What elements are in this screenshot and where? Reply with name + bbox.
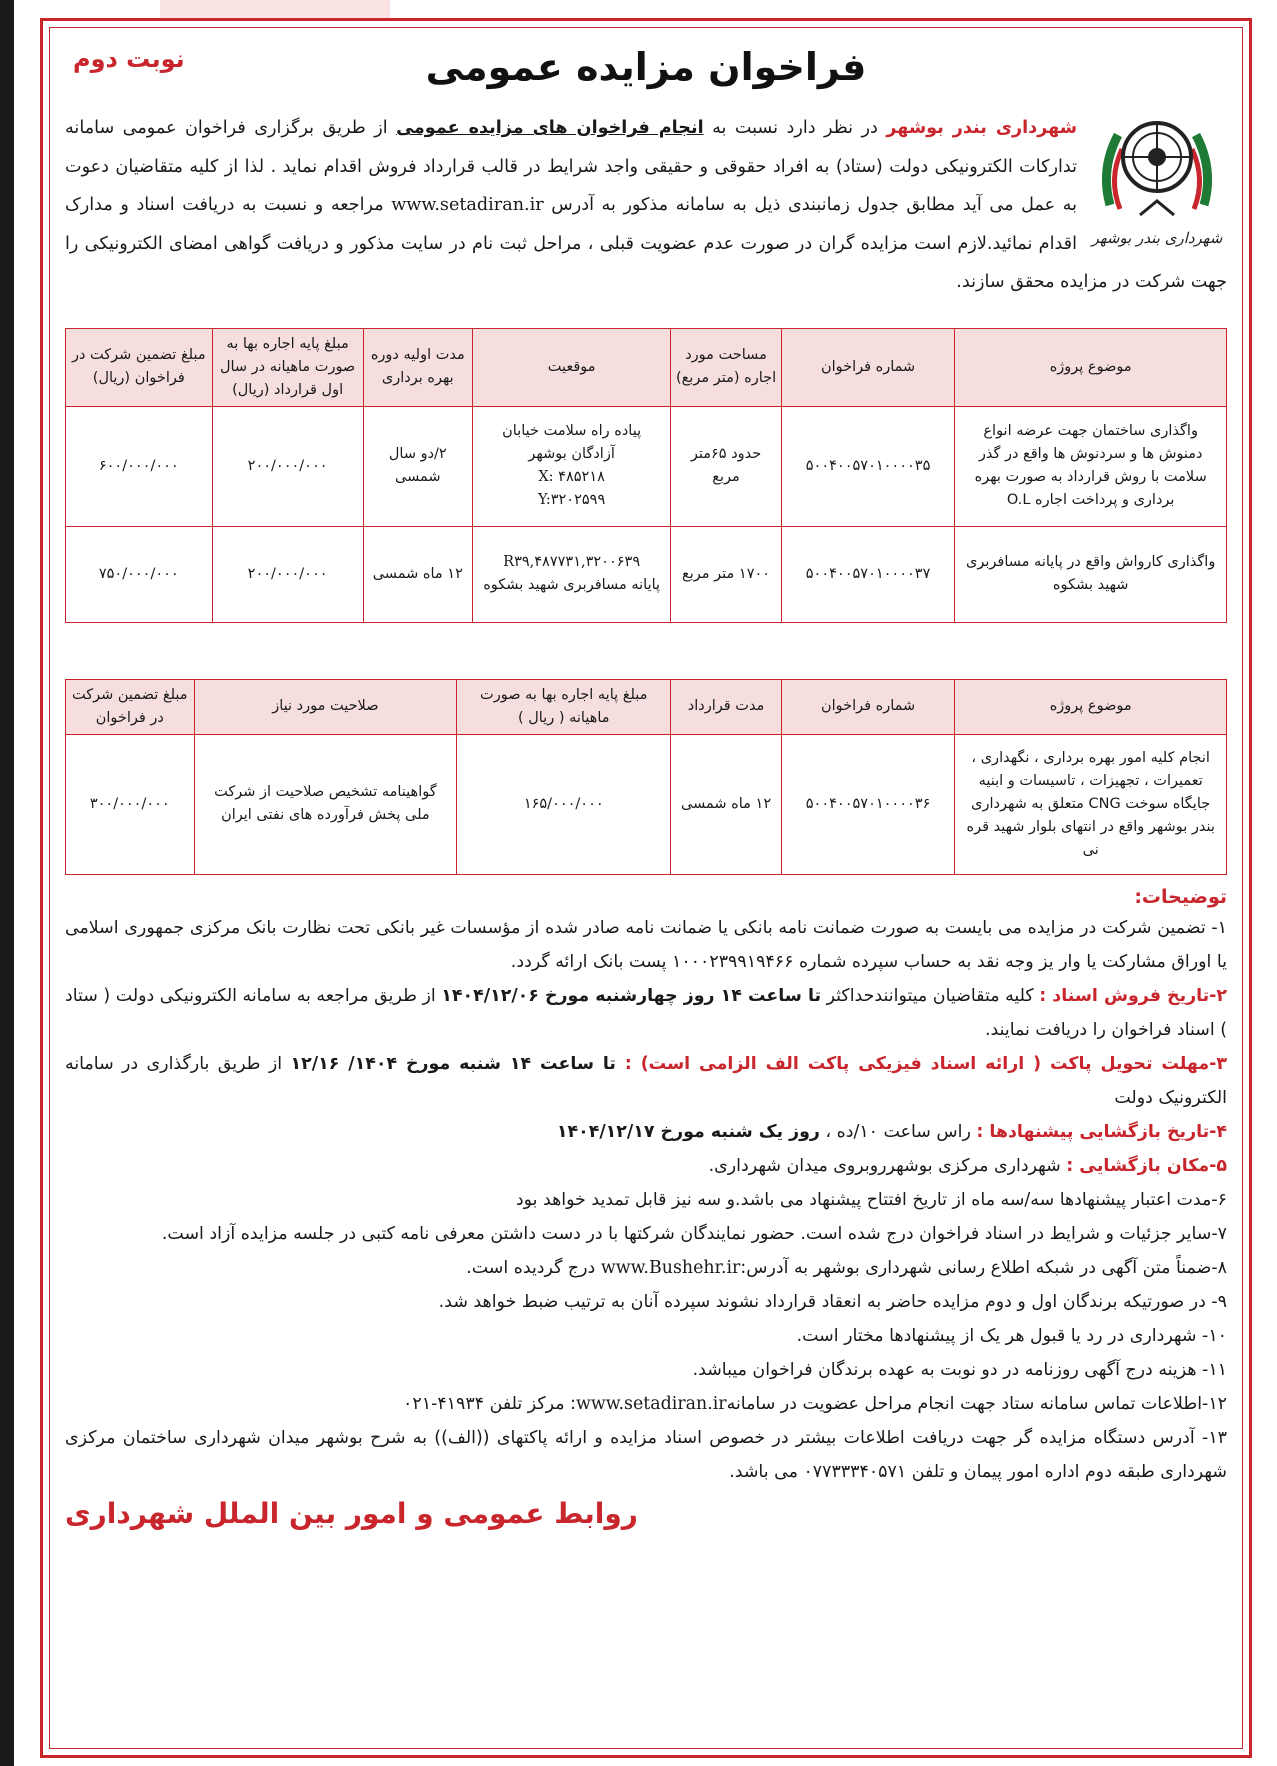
note-5 <box>65 1149 1227 1183</box>
table-header-row <box>66 679 1227 734</box>
cell-number: ۵۰۰۴۰۰۵۷۰۱۰۰۰۰۳۶ <box>781 734 955 874</box>
emblem-icon <box>1096 109 1218 223</box>
note-12-text: ۱۲-اطلاعات تماس سامانه ستاد جهت انجام مراحل عضویت در سامانه <box>726 1393 1227 1414</box>
intro-part3: مراجعه و نسبت به دریافت اسناد و مدارک اقدام نمائید.لازم است مزایده گران در صورت عدم عضویت قبلی ، مراحل ثبت نام در سایت مذکور و دریافت گواهی امضای الکترونیکی را جهت شرکت در مزایده محقق سازند. <box>65 195 1227 292</box>
col-base-rent: مبلغ پایه اجاره بها به صورت ماهیانه در سال اول قرارداد (ریال) <box>212 328 363 406</box>
intro-part1: در نظر دارد نسبت به <box>703 118 887 138</box>
table-row <box>66 526 1227 622</box>
intro-highlight: انجام فراخوان های مزایده عمومی <box>396 118 704 138</box>
col-number: شماره فراخوان <box>781 328 955 406</box>
municipality-logo <box>1087 109 1227 259</box>
note-8-rest: درج گردیده است. <box>466 1257 601 1278</box>
col-number: شماره فراخوان <box>781 679 955 734</box>
cell-subject: انجام کلیه امور بهره برداری ، نگهداری ، تعمیرات ، تجهیزات ، تاسیسات و ابنیه جایگاه سوخت CNG متعلق به شهرداری بندر بوشهر واقع در انتهای بلوار شهید قره نی <box>955 734 1227 874</box>
note-2-deadline: تا ساعت ۱۴ روز چهارشنبه مورخ ۱۴۰۴/۱۲/۰۶ <box>441 985 822 1006</box>
note-8-text: ۸-ضمناً متن آگهی در شبکه اطلاع رسانی شهرداری بوشهر به آدرس: <box>740 1257 1227 1278</box>
col-contract-duration: مدت قرارداد <box>671 679 781 734</box>
table-row <box>66 734 1227 874</box>
note-10: ۱۰- شهرداری در رد یا قبول هر یک از پیشنهادها مختار است. <box>796 1325 1227 1346</box>
col-guarantee: مبلغ تضمین شرکت در فراخوان <box>66 679 195 734</box>
col-qualification: صلاحیت مورد نیاز <box>194 679 457 734</box>
auction-table-2 <box>65 679 1227 875</box>
left-edge-bar <box>0 0 14 1766</box>
cell-location <box>472 526 670 622</box>
note-2-text: کلیه متقاضیان میتوانندحداکثر <box>821 985 1040 1006</box>
col-area: مساحت مورد اجاره (متر مربع) <box>671 328 781 406</box>
cell-location <box>472 406 670 526</box>
intro-part2: از طریق برگزاری فراخوان عمومی سامانه تدارکات الکترونیکی دولت (ستاد) به افراد حقوقی و حقیقی واجد شرایط در قالب قرارداد فروش اقدام نماید . لذا از کلیه متقاضیان دعوت به عمل می آید مطابق جدول زمانبندی ذیل به سامانه مذکور به آدرس <box>65 118 1077 215</box>
notes-title: توضیحات: <box>1134 885 1227 908</box>
note-1: ۱- تضمین شرکت در مزایده می بایست به صورت ضمانت نامه بانکی یا ضمانت نامه صادر شده از مؤسسات غیر بانکی تحت نظارت بانک مرکزی جمهوری اسلامی یا اوراق مشارکت یا وار یز وجه نقد به حساب سپرده شماره ۱۰۰۰۲۳۹۹۱۹۴۶۶ پست بانک ارائه گردد. <box>65 917 1227 972</box>
cell-guarantee: ۶۰۰/۰۰۰/۰۰۰ <box>66 406 213 526</box>
location-coords: R۳۹,۴۸۷۷۳۱,۳۲۰۰۶۳۹ <box>503 554 641 570</box>
col-subject: موضوع پروژه <box>955 328 1227 406</box>
note-4 <box>65 1115 1227 1149</box>
note-7: ۷-سایر جزئیات و شرایط در اسناد فراخوان درج شده است. حضور نمایندگان شرکتها با در دست داشتن معرفی نامه کتبی در جلسه مزایده آزاد است. <box>161 1223 1227 1244</box>
cell-area: ۱۷۰۰ متر مربع <box>671 526 781 622</box>
top-tint-strip <box>160 0 390 18</box>
note-3-label: ۳-مهلت تحویل پاکت ( ارائه اسناد فیزیکی پاکت الف الزامی است) : <box>624 1053 1227 1074</box>
cell-duration: ۲/دو سال شمسی <box>363 406 472 526</box>
note-9: ۹- در صورتیکه برندگان اول و دوم مزایده حاضر به انعقاد قرارداد نشوند سپرده آنان به ترتیب ضبط خواهد شد. <box>438 1291 1227 1312</box>
col-location: موقعیت <box>472 328 670 406</box>
cell-base-rent: ۲۰۰/۰۰۰/۰۰۰ <box>212 406 363 526</box>
note-12-phone: : مرکز تلفن ۴۱۹۳۴-۰۲۱ <box>403 1393 576 1414</box>
note-6: ۶-مدت اعتبار پیشنهادها سه/سه ماه از تاریخ افتتاح پیشنهاد می باشد.و سه نیز قابل تمدید خواهد بود <box>515 1189 1227 1210</box>
note-5-text: شهرداری مرکزی بوشهرروبروی میدان شهرداری. <box>708 1155 1067 1176</box>
note-13: ۱۳- آدرس دستگاه مزایده گر جهت دریافت اطلاعات بیشتر در خصوص اسناد مزایده و ارائه پاکتهای ((الف)) به شرح بوشهر میدان شهرداری ساختمان مرکزی شهرداری طبقه دوم اداره امور پیمان و تلفن ۰۷۷۳۳۳۴۰۵۷۱ می باشد. <box>65 1427 1227 1482</box>
page-title: فراخوان مزایده عمومی <box>425 45 867 89</box>
cell-guarantee: ۳۰۰/۰۰۰/۰۰۰ <box>66 734 195 874</box>
cell-subject: واگذاری ساختمان جهت عرضه انواع دمنوش ها و سردنوش ها واقع در گذر سلامت با روش قرارداد به صورت بهره برداری و پرداخت اجاره O.L <box>955 406 1227 526</box>
note-3-rest: از طریق بارگذاری در سامانه الکترونیک دولت <box>65 1053 1227 1108</box>
cell-contract-duration: ۱۲ ماه شمسی <box>671 734 781 874</box>
note-8 <box>65 1251 1227 1285</box>
cell-subject: واگذاری کارواش واقع در پایانه مسافربری شهید بشکوه <box>955 526 1227 622</box>
intro-paragraph <box>65 109 1227 302</box>
note-11: ۱۱- هزینه درج آگهی روزنامه در دو نوبت به عهده برندگان فراخوان میباشد. <box>692 1359 1227 1380</box>
note-12 <box>65 1387 1227 1421</box>
location-x: X: ۴۸۵۲۱۸ <box>538 469 605 485</box>
col-subject: موضوع پروژه <box>955 679 1227 734</box>
auction-table-1 <box>65 328 1227 623</box>
location-line: پایانه مسافربری شهید بشکوه <box>483 577 661 593</box>
note-4-date: روز یک شنبه مورخ ۱۴۰۴/۱۲/۱۷ <box>556 1121 820 1142</box>
note-2 <box>65 979 1227 1047</box>
cell-area: حدود ۶۵متر مربع <box>671 406 781 526</box>
footer-signature: روابط عمومی و امور بین الملل شهرداری <box>65 1496 638 1530</box>
location-y: Y:۳۲۰۲۵۹۹ <box>538 492 606 508</box>
note-4-label: ۴-تاریخ بازگشایی پیشنهادها : <box>976 1121 1227 1142</box>
note-3-deadline: تا ساعت ۱۴ شنبه مورخ ۱۴۰۴/ ۱۲/۱۶ <box>290 1053 625 1074</box>
bushehr-link[interactable]: www.Bushehr.ir <box>600 1257 741 1278</box>
col-base-rent: مبلغ پایه اجاره بها به صورت ماهیانه ( ریال ) <box>457 679 671 734</box>
cell-qualification: گواهینامه تشخیص صلاحیت از شرکت ملی پخش فرآورده های نفتی ایران <box>194 734 457 874</box>
note-4-text: راس ساعت ۱۰/ده ، <box>819 1121 977 1142</box>
cell-base-rent: ۲۰۰/۰۰۰/۰۰۰ <box>212 526 363 622</box>
setad-link[interactable]: www.setadiran.ir <box>391 195 544 215</box>
location-line: پیاده راه سلامت خیابان آزادگان بوشهر <box>502 423 642 462</box>
note-2-label: ۲-تاریخ فروش اسناد : <box>1039 985 1228 1006</box>
cell-base-rent: ۱۶۵/۰۰۰/۰۰۰ <box>457 734 671 874</box>
cell-duration: ۱۲ ماه شمسی <box>363 526 472 622</box>
table-row <box>66 406 1227 526</box>
table-header-row <box>66 328 1227 406</box>
cell-number: ۵۰۰۴۰۰۵۷۰۱۰۰۰۰۳۷ <box>781 526 955 622</box>
round-badge: نوبت دوم <box>73 45 185 73</box>
note-3 <box>65 1047 1227 1115</box>
logo-caption: شهرداری بندر بوشهر <box>1091 229 1223 247</box>
note-2-rest: از طریق مراجعه به سامانه الکترونیکی دولت ( ستاد ) اسناد فراخوان را دریافت نمایند. <box>65 985 1227 1040</box>
municipality-name: شهرداری بندر بوشهر <box>886 118 1078 138</box>
col-guarantee: مبلغ تضمین شرکت در فراخوان (ریال) <box>66 328 213 406</box>
cell-number: ۵۰۰۴۰۰۵۷۰۱۰۰۰۰۳۵ <box>781 406 955 526</box>
setad-link-2[interactable]: www.setadiran.ir <box>575 1393 727 1414</box>
announcement-frame <box>40 18 1252 1758</box>
col-duration: مدت اولیه دوره بهره برداری <box>363 328 472 406</box>
header <box>65 39 1227 109</box>
note-5-label: ۵-مکان بازگشایی : <box>1066 1155 1227 1176</box>
cell-guarantee: ۷۵۰/۰۰۰/۰۰۰ <box>66 526 213 622</box>
